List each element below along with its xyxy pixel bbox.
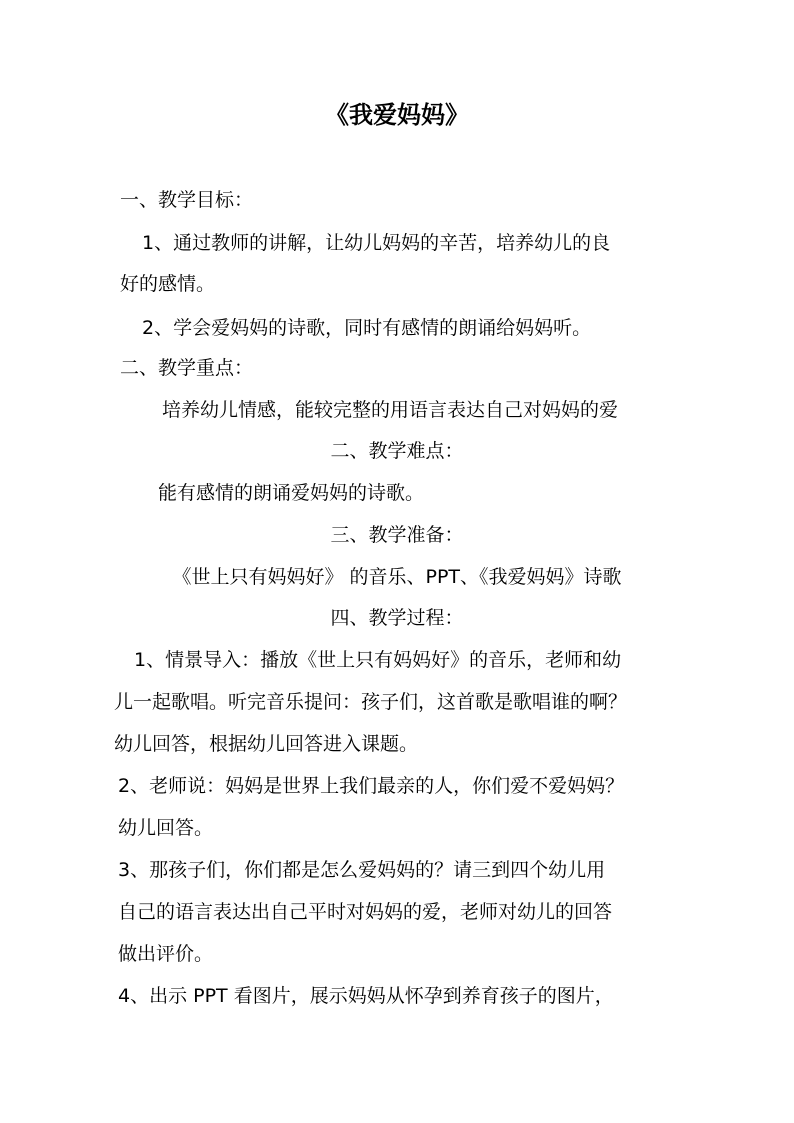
section-heading-process: 四、教学过程： <box>330 607 464 629</box>
process-1-line-2: 儿一起歌唱。听完音乐提问：孩子们，这首歌是歌唱谁的啊？ <box>114 691 628 713</box>
section-heading-key-points: 二、教学重点： <box>120 357 254 379</box>
section-heading-preparation: 三、教学准备： <box>330 524 464 546</box>
process-3-line-1: 3、那孩子们，你们都是怎么爱妈妈的？请三到四个幼儿用 <box>118 859 606 881</box>
process-3-line-2: 自己的语言表达出自己平时对妈妈的爱，老师对幼儿的回答 <box>118 901 613 923</box>
difficulties-text: 能有感情的朗诵爱妈妈的诗歌。 <box>158 482 425 504</box>
preparation-text: 《世上只有妈妈好》 的音乐、PPT、《我爱妈妈》诗歌 <box>172 566 622 588</box>
key-points-text: 培养幼儿情感，能较完整的用语言表达自己对妈妈的爱 <box>162 399 619 421</box>
section-heading-difficulties: 二、教学难点： <box>330 440 464 462</box>
process-2-line-2: 幼儿回答。 <box>118 817 214 839</box>
document-title: 《我爱妈妈》 <box>325 101 469 129</box>
objective-1-line-2: 好的感情。 <box>120 273 216 295</box>
section-heading-objectives: 一、教学目标： <box>120 189 254 211</box>
objective-2: 2、学会爱妈妈的诗歌，同时有感情的朗诵给妈妈听。 <box>142 317 592 339</box>
process-3-line-3: 做出评价。 <box>118 943 214 965</box>
process-2-line-1: 2、老师说：妈妈是世界上我们最亲的人，你们爱不爱妈妈？ <box>118 775 625 797</box>
process-1-line-1: 1、情景导入：播放《世上只有妈妈好》的音乐，老师和幼 <box>134 649 622 671</box>
objective-1-line-1: 1、通过教师的讲解，让幼儿妈妈的辛苦，培养幼儿的良 <box>142 232 611 254</box>
process-4-line-1: 4、出示 PPT 看图片，展示妈妈从怀孕到养育孩子的图片， <box>118 985 614 1007</box>
process-1-line-3: 幼儿回答，根据幼儿回答进入课题。 <box>114 733 419 755</box>
